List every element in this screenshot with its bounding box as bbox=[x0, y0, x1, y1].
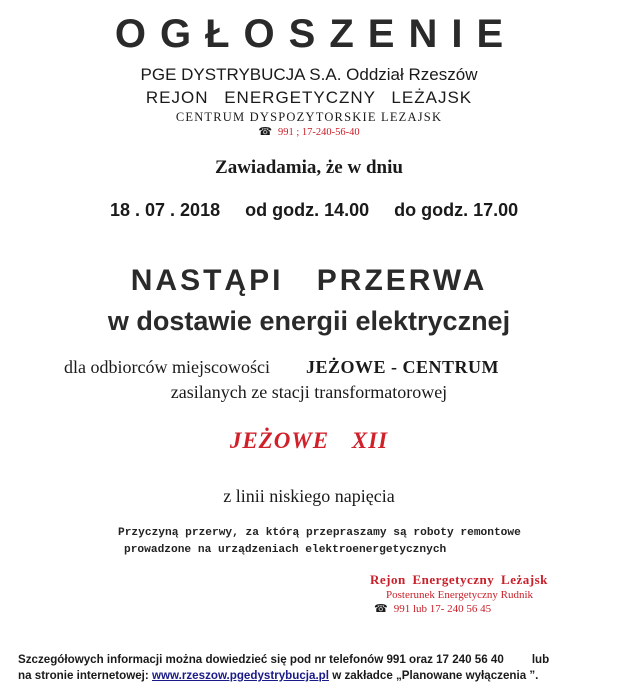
signature-unit: Rejon Energetyczny Leżajsk bbox=[370, 572, 548, 587]
recipients-line bbox=[64, 357, 499, 378]
supplied-from-text: zasilanych ze stacji transformatorowej bbox=[170, 382, 448, 402]
footer-or: lub bbox=[531, 653, 550, 666]
region-name: REJON ENERGETYCZNY LEŻAJSK bbox=[145, 88, 473, 107]
transformer-station: JEŻOWE XII bbox=[229, 428, 389, 453]
outage-end-time: do godz. 17.00 bbox=[394, 200, 519, 220]
footer-phone-info: Szczegółowych informacji można dowiedzieć się pod nr telefonów 991 oraz 17 240 56 40 bbox=[18, 653, 504, 666]
header-phone-numbers: 991 ; 17-240-56-40 bbox=[278, 127, 360, 138]
outage-start-time: od godz. 14.00 bbox=[245, 200, 370, 220]
headline-subject: w dostawie energii elektrycznej bbox=[107, 306, 511, 336]
line-type: z linii niskiego napięcia bbox=[223, 486, 395, 506]
reason-line: prowadzone na urządzeniach elektroenergetycznych bbox=[124, 544, 447, 556]
footer-line-1 bbox=[18, 652, 608, 668]
headline-outage: NASTĄPI PRZERWA bbox=[130, 264, 488, 297]
outage-date-line bbox=[110, 200, 518, 221]
dispatch-center: CENTRUM DYSPOZYTORSKIE LEZAJSK bbox=[175, 110, 443, 124]
recipients-prefix: dla odbiorców miejscowości bbox=[64, 357, 270, 377]
outage-date: 18 . 07 . 2018 bbox=[110, 200, 221, 220]
header-phone-line bbox=[0, 125, 618, 138]
affected-location: JEŻOWE - CENTRUM bbox=[305, 357, 499, 377]
signature-phone-numbers: 991 lub 17- 240 56 45 bbox=[393, 603, 492, 615]
reason-block bbox=[118, 525, 521, 559]
phone-icon: ☎ bbox=[258, 126, 273, 138]
notice-intro: Zawiadamia, że w dniu bbox=[215, 157, 403, 178]
phone-icon: ☎ bbox=[374, 603, 388, 615]
footer-web-prefix: na stronie internetowej: bbox=[18, 669, 149, 682]
footer-info bbox=[18, 652, 608, 684]
footer-web-suffix: w zakładce „Planowane wyłączenia ”. bbox=[332, 669, 539, 682]
company-name: PGE DYSTRYBUCJA S.A. Oddział Rzeszów bbox=[140, 65, 478, 84]
signature-block bbox=[370, 572, 548, 615]
signature-post: Posterunek Energetyczny Rudnik bbox=[386, 589, 534, 601]
reason-line: Przyczyną przerwy, za którą przepraszamy są roboty remontowe bbox=[118, 527, 521, 539]
page-title: OGŁOSZENIE bbox=[114, 12, 518, 56]
website-link[interactable]: www.rzeszow.pgedystrybucja.pl bbox=[152, 669, 329, 682]
footer-line-2 bbox=[18, 668, 608, 684]
signature-phone-line bbox=[370, 602, 548, 615]
